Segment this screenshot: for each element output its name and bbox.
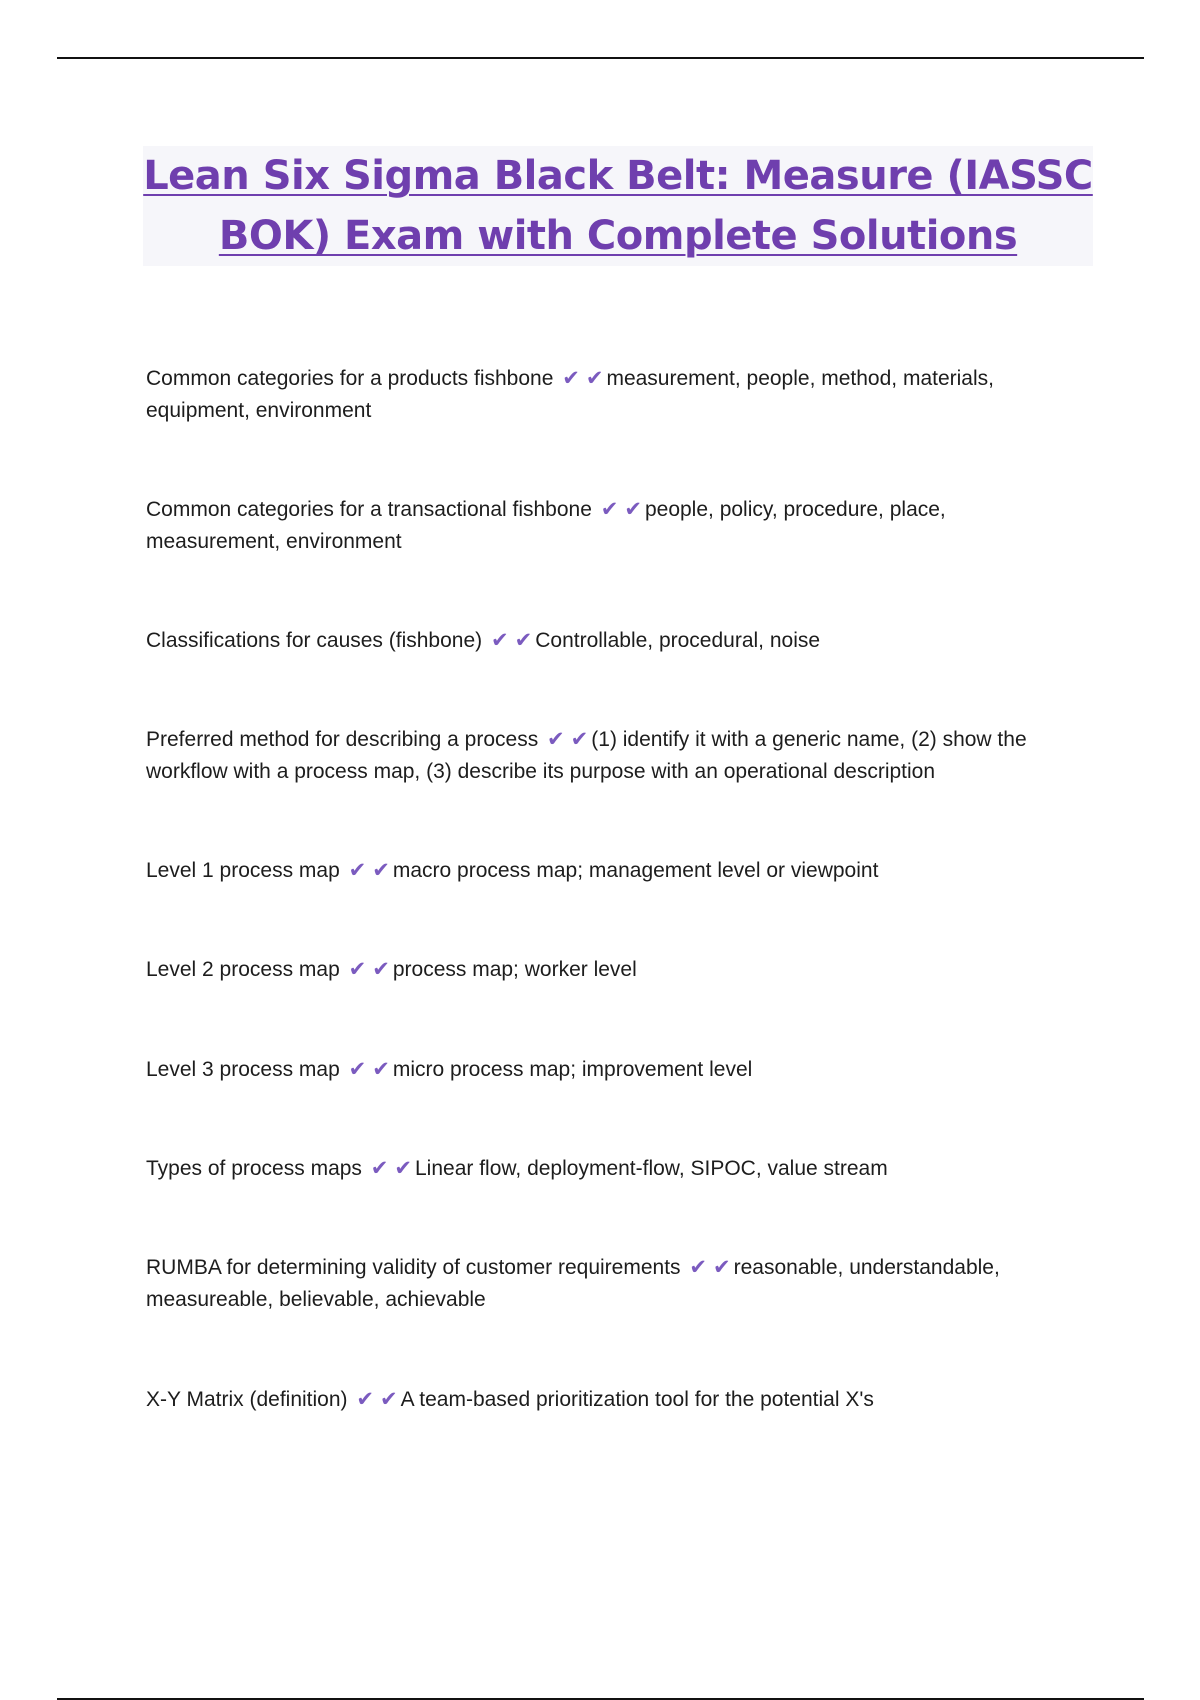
question-text: Common categories for a transactional fishbone [146,498,592,521]
check-icon: ✔ [348,859,367,882]
answer-text: measurement, people, method, materials, equipment, environment [146,367,994,422]
qa-item [146,954,1076,986]
answer-text: process map; worker level [392,958,637,981]
title-banner [143,146,1093,266]
question-text: RUMBA for determining validity of customer requirements [146,1256,681,1279]
check-icon: ✔ [713,1256,731,1279]
check-icon: ✔ [689,1256,707,1279]
answer-text: macro process map; management level or viewpoint [392,859,879,882]
check-icon: ✔ [491,629,509,652]
answer-text: reasonable, understandable, measureable, believable, achievable [146,1256,1000,1311]
question-text: Classifications for causes (fishbone) [146,629,483,652]
check-icon: ✔ [370,1157,389,1180]
question-text: Common categories for a products fishbone [146,367,554,390]
answer-text: Linear flow, deployment-flow, SIPOC, value stream [415,1157,888,1180]
check-icon: ✔ [624,498,642,521]
qa-item [146,1384,1076,1416]
qa-item [146,1252,1076,1316]
check-icon: ✔ [379,1388,398,1411]
check-icon: ✔ [372,958,390,981]
question-text: X-Y Matrix (definition) [146,1388,348,1411]
check-icon: ✔ [570,728,589,751]
answer-text: micro process map; improvement level [392,1058,753,1081]
answer-text: people, policy, procedure, place, measurement, environment [146,498,946,553]
question-text: Level 3 process map [146,1058,340,1081]
check-icon: ✔ [394,1157,412,1180]
check-icon: ✔ [372,1058,390,1081]
check-icon: ✔ [585,367,604,390]
qa-item [146,1054,1076,1086]
qa-item [146,724,1076,788]
qa-item [146,855,1076,887]
document-title: Lean Six Sigma Black Belt: Measure (IASSC BOK) Exam with Complete Solutions [143,153,1093,259]
question-text: Level 1 process map [146,859,340,882]
check-icon: ✔ [372,859,390,882]
top-rule [57,57,1144,59]
check-icon: ✔ [600,498,619,521]
check-icon: ✔ [348,1058,367,1081]
answer-text: A team-based prioritization tool for the potential X's [400,1388,874,1411]
question-text: Preferred method for describing a process [146,728,539,751]
question-text: Types of process maps [146,1157,362,1180]
question-text: Level 2 process map [146,958,340,981]
qa-item [146,1153,1076,1185]
check-icon: ✔ [514,629,533,652]
qa-item [146,494,1076,558]
check-icon: ✔ [562,367,580,390]
answer-text: (1) identify it with a generic name, (2) show the workflow with a process map, (3) describe its purpose with an operational description [146,728,1027,783]
check-icon: ✔ [547,728,565,751]
check-icon: ✔ [348,958,367,981]
qa-item [146,625,1076,657]
answer-text: Controllable, procedural, noise [535,629,821,652]
qa-item [146,363,1076,427]
check-icon: ✔ [356,1388,374,1411]
